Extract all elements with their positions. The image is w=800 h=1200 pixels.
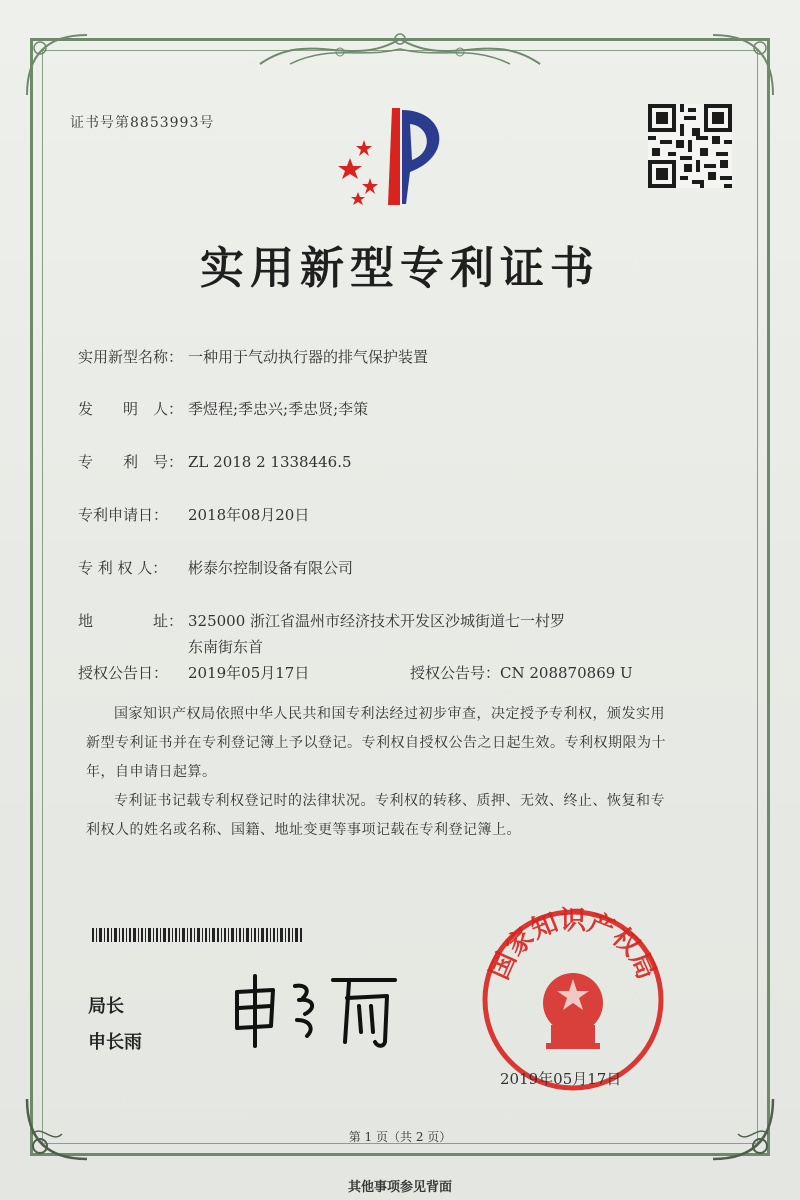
- signatory-title: 局长: [88, 996, 124, 1017]
- top-flourish-ornament: [250, 24, 550, 74]
- footer-note: 其他事项参见背面: [347, 1180, 452, 1195]
- field-value: 2019年05月17日: [188, 664, 310, 682]
- paragraph-line: 专利证书记载专利权登记时的法律状况。专利权的转移、质押、无效、终止、恢复和专: [114, 793, 665, 809]
- field-utility-model-name: [78, 346, 428, 367]
- field-value: 季煜程;季忠兴;季忠贤;李策: [188, 400, 369, 418]
- field-label: 专 利 权 人：: [78, 559, 168, 577]
- field-value: 彬泰尔控制设备有限公司: [188, 559, 354, 577]
- svg-text:国家知识产权局: [485, 906, 662, 984]
- field-label: 授权公告日：: [78, 664, 169, 682]
- field-value: ZL 2018 2 1338446.5: [188, 453, 352, 471]
- certificate-number: 证书号第8853993号: [70, 115, 215, 131]
- corner-ornament-top-right: [708, 30, 778, 100]
- field-label: 专利申请日：: [78, 506, 169, 524]
- seal-text: 国家知识产权局: [484, 906, 662, 985]
- field-value: 东南街东首: [188, 638, 264, 656]
- page-number: 第 1 页（共 2 页）: [348, 1130, 452, 1144]
- paragraph-grant-statement: [86, 700, 722, 787]
- official-seal-stamp: [478, 905, 668, 1095]
- corner-ornament-top-left: [22, 30, 92, 100]
- field-address: [78, 610, 565, 631]
- seal-date: 2019年05月17日: [500, 1070, 622, 1088]
- field-value: 2018年08月20日: [188, 506, 310, 524]
- handwritten-signature: [225, 970, 405, 1050]
- field-label: 实用新型名称：: [78, 348, 184, 366]
- field-label: 专 利 号：: [78, 453, 184, 471]
- field-address-line2: [188, 636, 263, 657]
- barcode: [92, 928, 304, 942]
- field-label: 地 址：: [78, 612, 184, 630]
- field-filing-date: [78, 504, 309, 525]
- certificate-title: 实用新型专利证书: [200, 243, 600, 294]
- field-inventor: [78, 398, 368, 419]
- field-value: 一种用于气动执行器的排气保护装置: [188, 348, 429, 366]
- paragraph-line: 利权人的姓名或名称、国籍、地址变更等事项记载在专利登记簿上。: [86, 822, 521, 838]
- qr-code: [648, 104, 732, 188]
- field-patent-number: [78, 451, 352, 472]
- cnipa-logo-icon: [330, 100, 460, 210]
- field-label: 授权公告号：: [410, 664, 501, 682]
- paragraph-line: 新型专利证书并在专利登记簿上予以登记。专利权自授权公告之日起生效。专利权期限为十: [86, 735, 666, 751]
- signatory-name: 申长雨: [88, 1032, 142, 1053]
- field-grant-date: [78, 662, 309, 683]
- paragraph-line: 国家知识产权局依照中华人民共和国专利法经过初步审查，决定授予专利权，颁发实用: [114, 706, 665, 722]
- field-patentee: [78, 557, 353, 578]
- field-value: 325000 浙江省温州市经济技术开发区沙城街道七一村罗: [188, 612, 566, 630]
- field-grant-number: [410, 662, 633, 683]
- field-value: CN 208870869 U: [500, 664, 633, 682]
- paragraph-legal-status: [86, 787, 722, 845]
- field-label: 发 明 人：: [78, 400, 184, 418]
- paragraph-line: 年，自申请日起算。: [86, 764, 217, 780]
